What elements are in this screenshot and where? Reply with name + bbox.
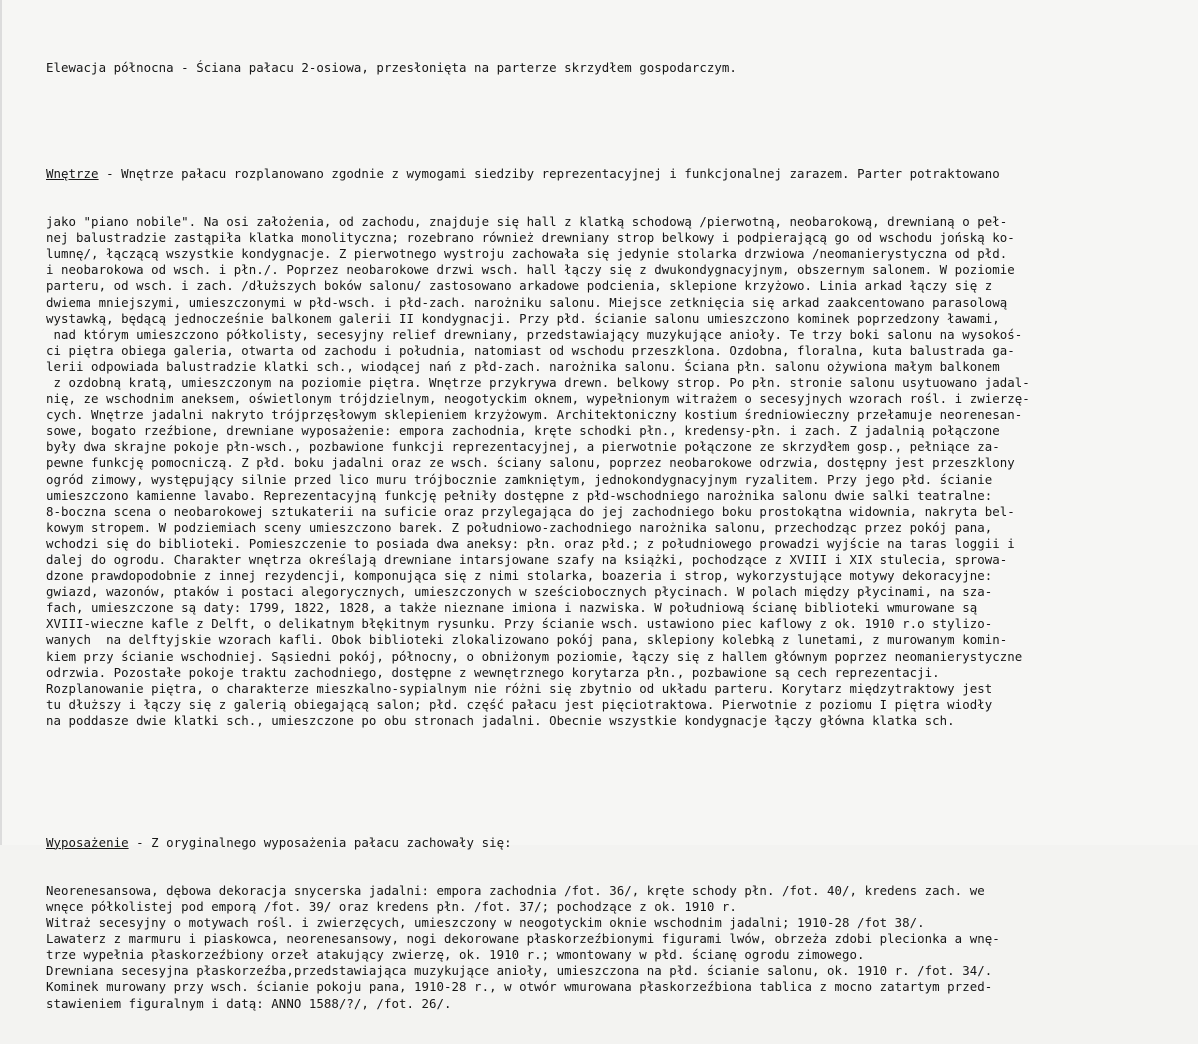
furnishing-text-line: trze wypełnia płaskorzeźbiony orzeł atakujący zwierzę, ok. 1910 r.; wmontowany w płd. ścianę ogrodu zimowego.: [46, 947, 865, 963]
interior-text-line: wchodzi się do biblioteki. Pomieszczenie to posiada dwa aneksy: płn. oraz płd.; z południowego prowadzi wyjście na taras loggii i: [46, 535, 1015, 551]
interior-text-line: wystawką, będącą jednocześnie balkonem galerii II kondygnacji. Przy płd. ścianie salonu umieszczono kominek poprzedzony ławami,: [46, 310, 1000, 326]
blank-line: [46, 108, 1166, 117]
interior-text-line: gwiazd, wazonów, ptaków i postaci alegorycznych, umieszczonych w sześciobocznych płycinach. W polach między płycinami, na sza-: [46, 584, 993, 600]
furnishing-text-line: Kominek murowany przy wsch. ścianie pokoju pana, 1910-28 r., w otwór wmurowana płaskorzeźbiona tablica z mocno zatartym przed-: [46, 979, 993, 995]
interior-text-line: nad którym umieszczono półkolisty, secesyjny relief drewniany, przedstawiający muzykujące anioły. Te trzy boki salonu na wysokoś-: [46, 326, 1023, 342]
interior-heading: Wnętrze: [46, 165, 99, 181]
furnishing-text-line: wnęce półkolistej pod emporą /fot. 39/ oraz kredens płn. /fot. 37/; pochodzące z ok. 1910 r.: [46, 898, 737, 914]
interior-text-line: i neobarokowa od wsch. i płn./. Poprzez neobarokowe drzwi wsch. hall łączy się z dwukondygnacyjnym, obszernym salonem. W poziomie: [46, 262, 1015, 278]
furnishing-text-line: Drewniana secesyjna płaskorzeźba,przedstawiająca muzykujące anioły, umieszczona na płd. ścianie salonu, ok. 1910 r. /fot. 34/.: [46, 963, 993, 979]
blank-line: [46, 777, 1166, 786]
interior-text-line: cych. Wnętrze jadalni nakryto trójprzęsłowym sklepieniem krzyżowym. Architektoniczny kostium średniowieczny przełamuje neorenesan-: [46, 407, 1023, 423]
furnishing-text-line: Lawaterz z marmuru i piaskowca, neorenesansowy, nogi dekorowane płaskorzeźbionymi figurami lwów, obrzeża zdobi plecionka a wnę-: [46, 931, 1000, 947]
interior-text-line: sowe, bogato rzeźbione, drewniane wyposażenie: empora zachodnia, kręte schodki płn., kredensy-płn. i zach. Z jadalnią połączone: [46, 423, 1000, 439]
interior-text-line: parteru, od wsch. i zach. /dłuższych boków salonu/ zastosowano arkadowe podcienia, sklepione krzyżowo. Linia arkad łączy się z: [46, 278, 993, 294]
furnishing-text-line: stawieniem figuralnym i datą: ANNO 1588/?/, /fot. 26/.: [46, 995, 452, 1011]
furnishings-list: [46, 883, 1166, 1012]
interior-text-line: lerii odpowiada balustradzie klatki sch., wiodącej nań z płd-zach. narożnika salonu. Ściana płn. salonu ożywiona małym balkonem: [46, 358, 1000, 374]
interior-text-line: dalej do ogrodu. Charakter wnętrza określają drewniane intarsjowane szafy na książki, pochodzące z XVIII i XIX stulecia, sprowa-: [46, 552, 1008, 567]
furnishings-heading: Wyposażenie: [46, 834, 129, 850]
interior-text-line: umieszczono kamienne lavabo. Reprezentacyjną funkcję pełniły dostępne z płd-wschodniego narożnika salonu dwie salki teatralne:: [46, 487, 993, 503]
interior-text-line: lumnę/, łączącą wszystkie kondygnacje. Z pierwotnego wystroju zachowała się jedynie stolarka drzwiowa /neomanierystyczna od płd.: [46, 246, 1008, 262]
interior-text-line: na poddasze dwie klatki sch., umieszczone po obu stronach jadalni. Obecnie wszystkie kondygnacje łączy główna klatka sch.: [46, 712, 955, 728]
interior-text-line: kowym stropem. W podziemiach sceny umieszczono barek. Z południowo-zachodniego narożnika salonu, przechodząc przez pokój pana,: [46, 519, 993, 535]
interior-text-line: nię, ze wschodnim aneksem, oświetlonym trójdzielnym, neogotyckim oknem, wypełnionym witrażem o secesyjnych wzorach rośl. i zwierzę-: [46, 391, 1030, 407]
interior-text-line: dzone prawdopodobnie z innej rezydencji, komponująca się z nimi stolarka, boazeria i strop, wykorzystujące motywy dekoracyjne:: [46, 568, 993, 584]
interior-text-line: ogród zimowy, występujący silnie przed lico muru trójbocznie zamkniętym, jednokondygnacyjnym ryzalitem. Przy jego płd. ścianie: [46, 471, 993, 487]
interior-text-line: nej balustradzie zastąpiła klatka monolityczna; rozebrano również drewniany strop belkowy i podpierającą go od wschodu jońską ko-: [46, 230, 1015, 246]
interior-first-line: [46, 166, 1166, 182]
interior-text-line: pewne funkcję pomocniczą. Z płd. boku jadalni oraz ze wsch. ściany salonu, poprzez neobarokowe odrzwia, dostępny jest przeszklony: [46, 455, 1015, 471]
interior-text-line: - Wnętrze pałacu rozplanowano zgodnie z wymogami siedziby reprezentacyjnej i funkcjonalnej zarazem. Parter potraktowano: [98, 165, 1000, 181]
interior-text-line: odrzwia. Pozostałe pokoje traktu zachodniego, dostępne z wewnętrznego korytarza płn., pozbawione są cech reprezentacji.: [46, 664, 940, 680]
interior-text-line: tu dłuższy i łączy się z galerią obiegającą salon; płd. część pałacu jest pięciotraktowa. Pierwotnie z poziomu I piętra wiodły: [46, 696, 993, 712]
interior-text-line: Rozplanowanie piętra, o charakterze mieszkalno-sypialnym nie różni się zbytnio od układu parteru. Korytarz międzytraktowy jest: [46, 680, 993, 696]
interior-text-line: fach, umieszczone są daty: 1799, 1822, 1828, a także nieznane imiona i nazwiska. W południową ścianę biblioteki wmurowane są: [46, 600, 978, 616]
interior-text-line: dwiema mniejszymi, umieszczonymi w płd-wsch. i płd-zach. narożniku salonu. Miejsce zetknięcia się arkad zaakcentowano parasolową: [46, 294, 1008, 310]
furnishing-text-line: Neorenesansowa, dębowa dekoracja snycerska jadalni: empora zachodnia /fot. 36/, kręte schody płn. /fot. 40/, kredens zach. we: [46, 882, 985, 898]
interior-text-line: ci piętra obiega galeria, otwarta od zachodu i południa, natomiast od wschodu przeszklona. Ozdobna, floralna, kuta balustrada ga-: [46, 342, 1015, 358]
furnishing-text-line: Witraż secesyjny o motywach rośl. i zwierzęcych, umieszczony w neogotyckim oknie wschodnim jadalni; 1910-28 /fot 38/.: [46, 915, 925, 931]
typed-text-block: [46, 28, 1166, 1044]
interior-text-line: kiem przy ścianie wschodniej. Sąsiedni pokój, północny, o obniżonym poziomie, łączy się z hallem głównym poprzez neomanierystyczne: [46, 648, 1023, 664]
interior-text-line: wanych na delftyjskie wzorach kafli. Obok biblioteki zlokalizowano pokój pana, sklepiony kolebką z lunetami, z murowanym komin-: [46, 632, 1008, 648]
interior-text-line: były dwa skrajne pokoje płn-wsch., pozbawione funkcji reprezentacyjnej, a pierwotnie połączone ze skrzydłem gosp., pełniące za-: [46, 439, 1000, 455]
furnishings-intro: - Z oryginalnego wyposażenia pałacu zachowały się:: [128, 834, 512, 850]
interior-text-line: 8-boczna scena o neobarokowej sztukaterii na suficie oraz przylegająca do jej zachodniego boku prostokątna widownia, nakryta bel-: [46, 503, 1015, 519]
furnishings-first-line: [46, 835, 1166, 851]
interior-paragraph: [46, 214, 1166, 729]
interior-text-line: z ozdobną kratą, umieszczonym na poziomie piętra. Wnętrze przykrywa drewn. belkowy strop. Po płn. stronie salonu usytuowano jadal-: [46, 374, 1030, 390]
interior-text-line: jako "piano nobile". Na osi założenia, od zachodu, znajduje się hall z klatką schodową /pierwotną, neobarokową, drewnianą o peł-: [46, 214, 1008, 230]
elevation-title: Elewacja północna - Ściana pałacu 2-osiowa, przesłonięta na parterze skrzydłem gospodarczym.: [46, 60, 737, 76]
interior-text-line: XVIII-wieczne kafle z Delft, o delikatnym błękitnym rysunku. Przy ścianie wsch. ustawiono piec kaflowy z ok. 1910 r.o stylizo-: [46, 616, 993, 632]
